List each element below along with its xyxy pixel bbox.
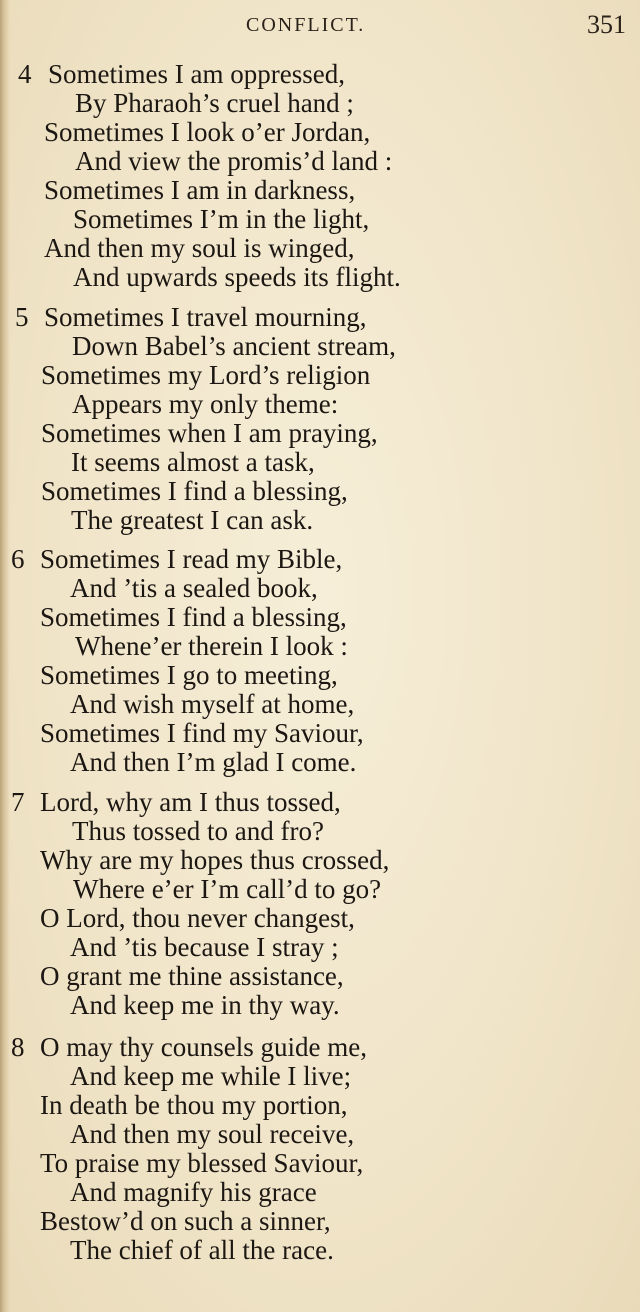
page-gutter-shadow xyxy=(0,0,10,1312)
verse-line: Sometimes I find a blessing, xyxy=(40,602,347,632)
verse-line: Sometimes I am in darkness, xyxy=(44,175,356,205)
verse-line: Lord, why am I thus tossed, xyxy=(40,787,341,817)
verse-line: Sometimes I go to meeting, xyxy=(40,660,338,690)
verse-line: Sometimes I find a blessing, xyxy=(41,476,348,506)
verse-line: Sometimes I’m in the light, xyxy=(73,204,370,234)
page-number: 351 xyxy=(587,10,626,39)
verse-line: By Pharaoh’s cruel hand ; xyxy=(75,88,354,118)
verse-line: And wish myself at home, xyxy=(70,689,355,719)
verse-line: And magnify his grace xyxy=(70,1177,317,1207)
verse-line: Sometimes my Lord’s religion xyxy=(41,360,371,390)
verse-line: The greatest I can ask. xyxy=(71,505,314,535)
running-head: CONFLICT. xyxy=(246,14,366,36)
verse-line: And then I’m glad I come. xyxy=(70,747,357,777)
verse-line: O may thy counsels guide me, xyxy=(40,1032,367,1062)
verse-line: To praise my blessed Saviour, xyxy=(40,1148,364,1178)
verse-line: Thus tossed to and fro? xyxy=(72,816,324,846)
verse-line: And keep me in thy way. xyxy=(70,990,340,1020)
verse-line: Bestow’d on such a sinner, xyxy=(40,1206,331,1236)
stanza-number: 5 xyxy=(15,302,29,332)
verse-line: It seems almost a task, xyxy=(71,447,315,477)
verse-line: Where e’er I’m call’d to go? xyxy=(73,874,382,904)
verse-line: Appears my only theme: xyxy=(72,389,339,419)
verse-line: Sometimes I am oppressed, xyxy=(48,59,345,89)
verse-line: The chief of all the race. xyxy=(70,1235,334,1265)
verse-line: Sometimes when I am praying, xyxy=(41,418,378,448)
verse-line: Down Babel’s ancient stream, xyxy=(72,331,396,361)
verse-line: Sometimes I travel mourning, xyxy=(44,302,367,332)
verse-line: And then my soul receive, xyxy=(70,1119,355,1149)
stanza-number: 6 xyxy=(11,544,25,574)
verse-line: Sometimes I read my Bible, xyxy=(40,544,343,574)
verse-line: Whene’er therein I look : xyxy=(75,631,348,661)
verse-line: And ’tis a sealed book, xyxy=(70,573,318,603)
verse-line: O grant me thine assistance, xyxy=(40,961,344,991)
verse-line: And upwards speeds its flight. xyxy=(73,262,401,292)
verse-line: Why are my hopes thus crossed, xyxy=(40,845,390,875)
stanza-number: 4 xyxy=(18,59,32,89)
verse-line: And ’tis because I stray ; xyxy=(70,932,339,962)
verse-line: And then my soul is winged, xyxy=(44,233,355,263)
verse-line: In death be thou my portion, xyxy=(40,1090,348,1120)
stanza-number: 8 xyxy=(11,1032,25,1062)
stanza-number: 7 xyxy=(11,787,25,817)
verse-line: And view the promis’d land : xyxy=(75,146,393,176)
verse-line: And keep me while I live; xyxy=(70,1061,352,1091)
verse-line: Sometimes I look o’er Jordan, xyxy=(44,117,371,147)
verse-line: O Lord, thou never changest, xyxy=(40,903,355,933)
verse-line: Sometimes I find my Saviour, xyxy=(40,718,364,748)
